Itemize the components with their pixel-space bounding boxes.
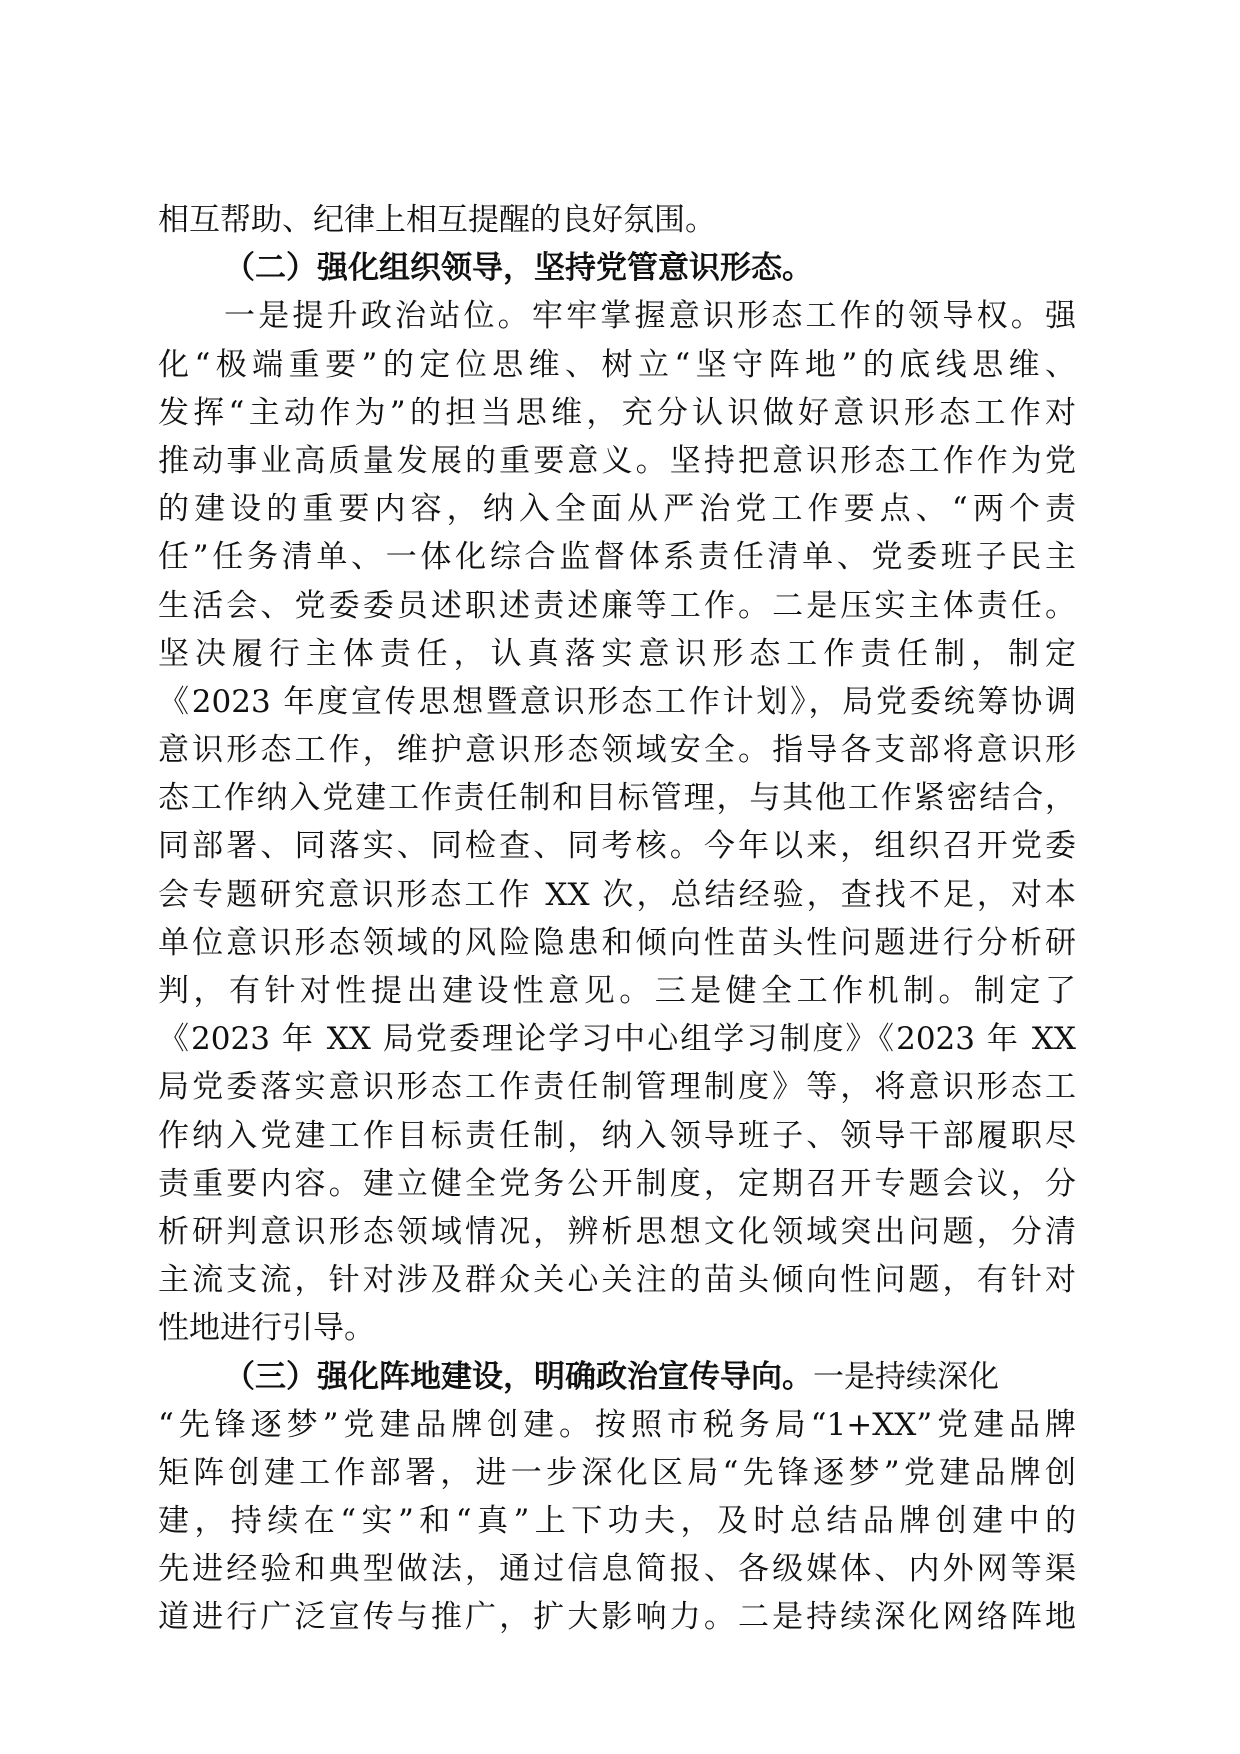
- paragraph-line: 道进行广泛宣传与推广，扩大影响力。二是持续深化网络阵地: [158, 1599, 1076, 1636]
- paragraph-line: 判，有针对性提出建设性意见。三是健全工作机制。制定了: [158, 973, 1076, 1009]
- paragraph-line: 矩阵创建工作部署，进一步深化区局“先锋逐梦”党建品牌创: [158, 1454, 1076, 1491]
- paragraph-line: 坚决履行主体责任，认真落实意识形态工作责任制，制定: [158, 635, 1076, 672]
- paragraph-line: 相互帮助、纪律上相互提醒的良好氛围。: [158, 202, 716, 238]
- paragraph-line: 意识形态工作，维护意识形态领域安全。指导各支部将意识形: [158, 732, 1076, 769]
- section-heading-line: [158, 1353, 1076, 1401]
- paragraph-line: 局党委落实意识形态工作责任制管理制度》等，将意识形态工: [158, 1069, 1076, 1106]
- paragraph-line: 性地进行引导。: [158, 1310, 375, 1347]
- paragraph-line: 作纳入党建工作目标责任制，纳入领导班子、领导干部履职尽: [158, 1117, 1076, 1154]
- paragraph-line: 的建设的重要内容，纳入全面从严治党工作要点、“两个责: [158, 491, 1076, 528]
- paragraph-line: 先进经验和典型做法，通过信息简报、各级媒体、内外网等渠: [158, 1551, 1076, 1588]
- paragraph-line: “先锋逐梦”党建品牌创建。按照市税务局“1+XX”党建品牌: [158, 1406, 1076, 1443]
- paragraph-line: 主流支流，针对涉及群众关心关注的苗头倾向性问题，有针对: [158, 1262, 1076, 1299]
- section-heading: （二）强化组织领导，坚持党管意识形态。: [224, 250, 813, 287]
- paragraph-line: 析研判意识形态领域情况，辨析思想文化领域突出问题，分清: [158, 1213, 1076, 1250]
- paragraph-line: 任”任务清单、一体化综合监督体系责任清单、党委班子民主: [158, 539, 1076, 576]
- paragraph-line: 态工作纳入党建工作责任制和目标管理，与其他工作紧密结合，: [158, 780, 1076, 817]
- paragraph-line: 生活会、党委委员述职述责述廉等工作。二是压实主体责任。: [158, 587, 1076, 624]
- paragraph-line: 会专题研究意识形态工作 XX 次，总结经验，查找不足，对本: [158, 876, 1076, 913]
- paragraph-line: 推动事业高质量发展的重要意义。坚持把意识形态工作作为党: [158, 442, 1076, 479]
- paragraph-line: 责重要内容。建立健全党务公开制度，定期召开专题会议，分: [158, 1165, 1076, 1202]
- paragraph-line: 同部署、同落实、同检查、同考核。今年以来，组织召开党委: [158, 828, 1076, 865]
- paragraph-line: 单位意识形态领域的风险隐患和倾向性苗头性问题进行分析研: [158, 924, 1076, 961]
- paragraph-line: 一是提升政治站位。牢牢掌握意识形态工作的领导权。强: [224, 298, 1076, 335]
- paragraph-line: 发挥“主动作为”的担当思维，充分认识做好意识形态工作对: [158, 394, 1076, 431]
- paragraph-line: 《2023 年 XX 局党委理论学习中心组学习制度》《2023 年 XX: [158, 1021, 1076, 1058]
- body-text: [158, 196, 1076, 1642]
- section-heading: （三）强化阵地建设，明确政治宣传导向。: [224, 1358, 813, 1395]
- paragraph-line: 化“极端重要”的定位思维、树立“坚守阵地”的底线思维、: [158, 346, 1076, 383]
- paragraph-line: 建，持续在“实”和“真”上下功夫，及时总结品牌创建中的: [158, 1503, 1076, 1540]
- paragraph-fragment: 一是持续深化: [813, 1358, 999, 1395]
- paragraph-line: 《2023 年度宣传思想暨意识形态工作计划》，局党委统筹协调: [158, 683, 1076, 720]
